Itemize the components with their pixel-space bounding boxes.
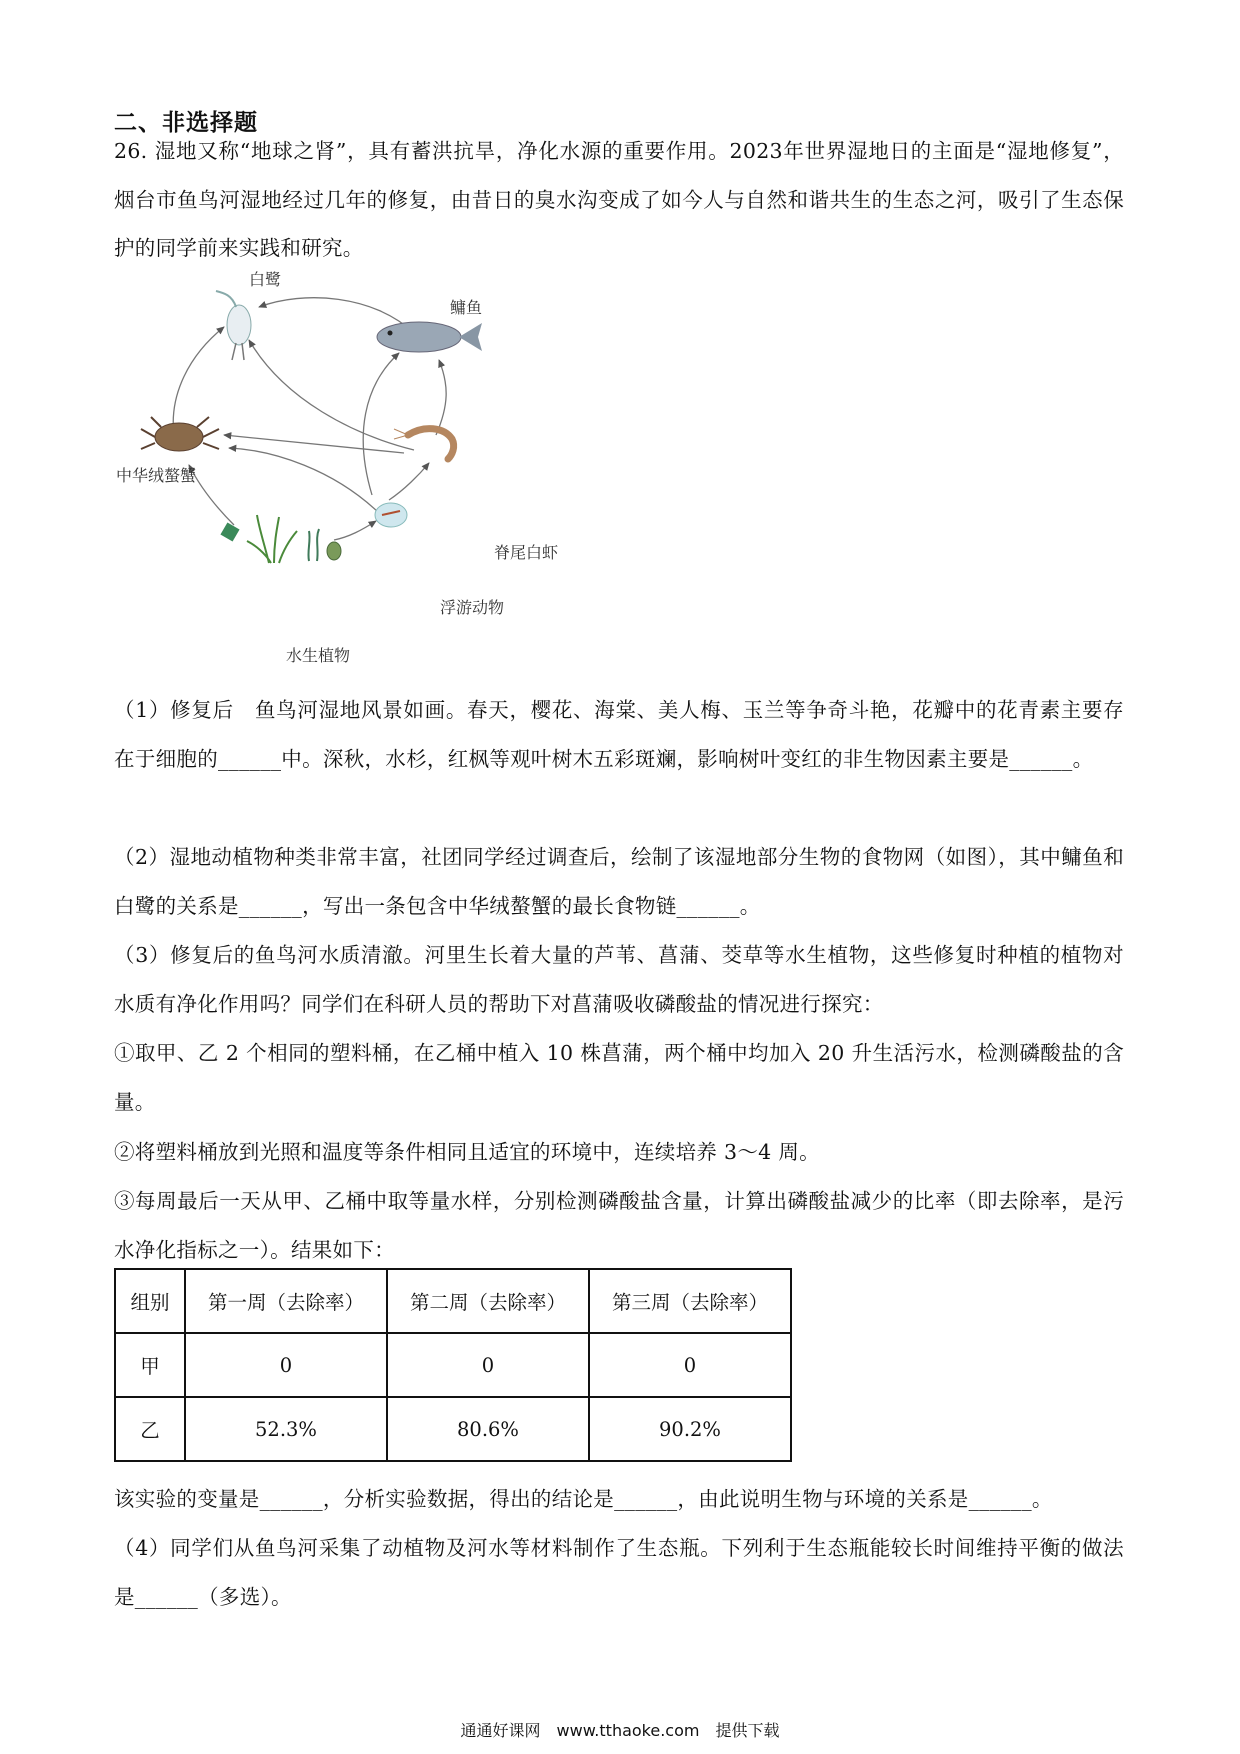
table-header-cell: 第一周（去除率） xyxy=(185,1269,387,1333)
page-footer: 通通好课网 www.tthaoke.com 提供下载 xyxy=(460,1721,780,1740)
experiment-step-2: ②将塑料桶放到光照和温度等条件相同且适宜的环境中，连续培养 3～4 周。 xyxy=(114,1140,820,1164)
question-part-4: （4）同学们从鱼鸟河采集了动植物及河水等材料制作了生态瓶。下列利于生态瓶能较长时间维持平衡的做法是______（多选）。 xyxy=(114,1536,1124,1609)
question-part-2: （2）湿地动植物种类非常丰富，社团同学经过调查后，绘制了该湿地部分生物的食物网（如图），其中鳙鱼和白鹭的关系是______，写出一条包含中华绒螯蟹的最长食物链______。 xyxy=(114,845,1124,918)
question-intro: 26. 湿地又称“地球之肾”，具有蓄洪抗旱，净化水源的重要作用。2023年世界湿地日的主面是“湿地修复”，烟台市鱼鸟河湿地经过几年的修复，由昔日的臭水沟变成了如今人与自然和谐共生的生态之河，吸引了生态保护的同学前来实践和研究。 xyxy=(114,139,1124,260)
section-title: 二、非选择题 xyxy=(114,110,258,136)
table-cell: 乙 xyxy=(115,1397,185,1461)
question-part-3: （3）修复后的鱼鸟河水质清澈。河里生长着大量的芦苇、菖蒲、茭草等水生植物，这些修复时种植的植物对水质有净化作用吗？同学们在科研人员的帮助下对菖蒲吸收磷酸盐的情况进行探究： xyxy=(114,943,1124,1016)
arrow-shrimp-fish xyxy=(436,360,446,435)
egret-label: 白鹭 xyxy=(249,270,282,289)
table-cell: 0 xyxy=(185,1333,387,1397)
table-cell: 52.3% xyxy=(185,1397,387,1461)
crab-icon xyxy=(141,417,219,451)
bighead-carp-label: 鳙鱼 xyxy=(450,298,483,317)
table-header-cell: 第三周（去除率） xyxy=(589,1269,791,1333)
question-part-1: （1）修复后 鱼鸟河湿地风景如画。春天，樱花、海棠、美人梅、玉兰等争奇斗艳，花瓣中的花青素主要存在于细胞的______中。深秋，水杉，红枫等观叶树木五彩斑斓，影响树叶变红的非生物因素主要是______。 xyxy=(114,698,1124,771)
experiment-step-1: ①取甲、乙 2 个相同的塑料桶，在乙桶中植入 10 株菖蒲，两个桶中均加入 20 升生活污水，检测磷酸盐的含量。 xyxy=(114,1041,1124,1114)
table-header-cell: 组别 xyxy=(115,1269,185,1333)
shrimp-label: 脊尾白虾 xyxy=(494,543,559,562)
aquatic-plants-icon xyxy=(220,515,341,563)
arrow-plankton-crab xyxy=(229,448,379,513)
table-header-cell: 第二周（去除率） xyxy=(387,1269,589,1333)
arrow-shrimp-egret xyxy=(249,340,414,450)
plankton-icon xyxy=(375,503,407,527)
table-cell: 90.2% xyxy=(589,1397,791,1461)
egret-icon xyxy=(216,291,251,360)
table-cell: 甲 xyxy=(115,1333,185,1397)
arrow-crab-egret xyxy=(173,327,224,435)
table-row xyxy=(115,1397,791,1461)
arrow-plankton-shrimp xyxy=(389,463,429,500)
after-table-question: 该实验的变量是______，分析实验数据，得出的结论是______，由此说明生物与环境的关系是______。 xyxy=(114,1487,1053,1511)
crab-label: 中华绒螯蟹 xyxy=(116,466,197,485)
food-web-diagram xyxy=(114,270,594,665)
plants-label: 水生植物 xyxy=(286,646,351,665)
arrow-plankton-fish xyxy=(363,353,399,495)
table-row xyxy=(115,1333,791,1397)
shrimp-icon xyxy=(394,429,454,459)
fish-icon xyxy=(377,322,482,352)
results-table xyxy=(114,1268,792,1462)
plankton-label: 浮游动物 xyxy=(440,598,505,617)
table-cell: 0 xyxy=(387,1333,589,1397)
experiment-step-3: ③每周最后一天从甲、乙桶中取等量水样，分别检测磷酸盐含量，计算出磷酸盐减少的比率（即去除率，是污水净化指标之一）。结果如下： xyxy=(114,1189,1124,1262)
arrow-plants-plankton xyxy=(334,521,376,540)
table-header-row xyxy=(115,1269,791,1333)
table-cell: 0 xyxy=(589,1333,791,1397)
table-cell: 80.6% xyxy=(387,1397,589,1461)
